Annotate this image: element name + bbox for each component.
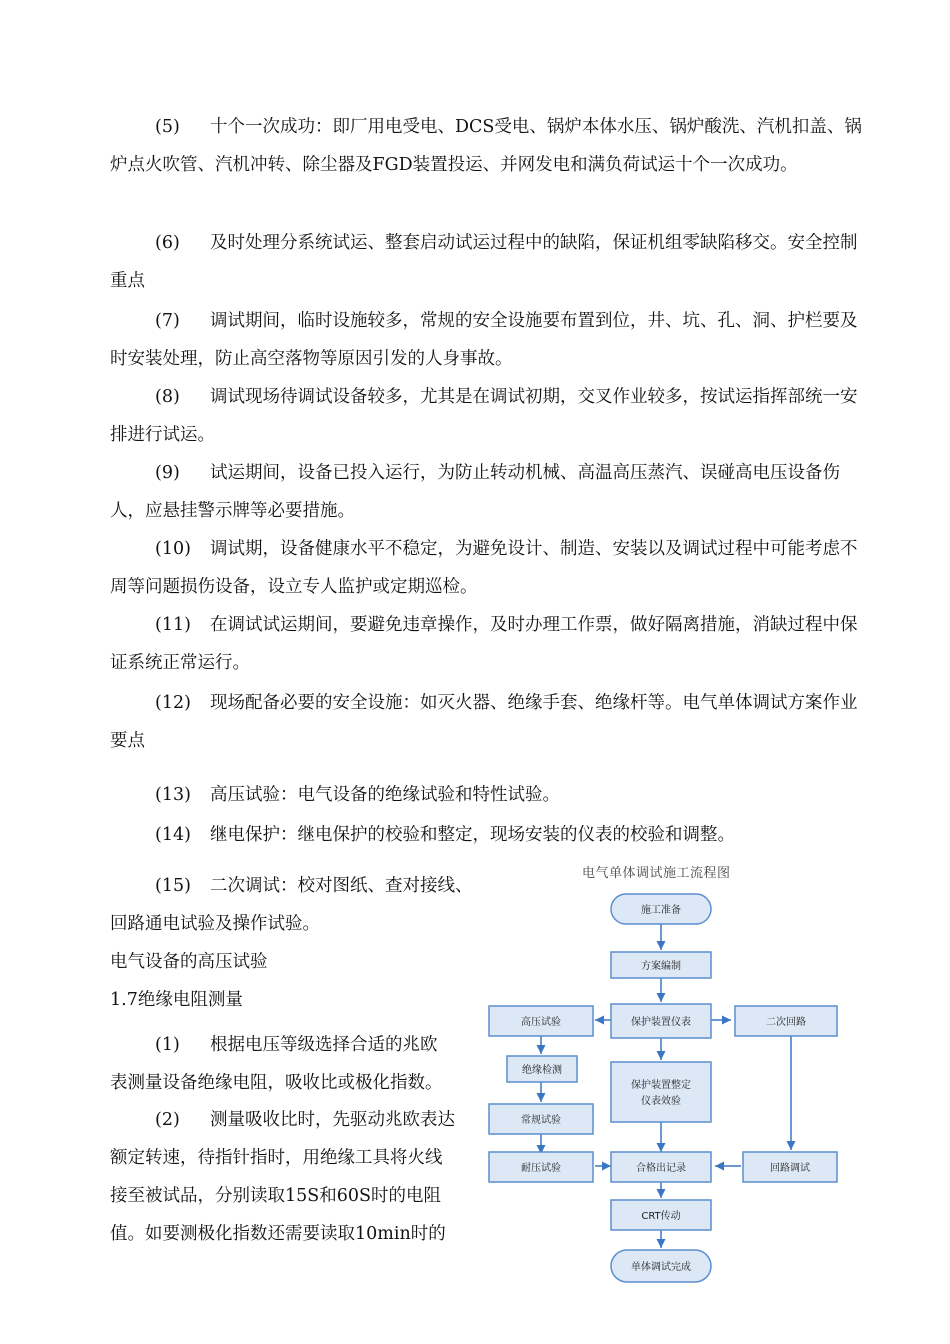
paragraph-2-line1: (2) 测量吸收比时，先驱动兆欧表达 [155, 1110, 455, 1130]
flowchart-title: 电气单体调试施工流程图 [582, 866, 731, 881]
paragraph-text: 及时处理分系统试运、整套启动试运过程中的缺陷，保证机组零缺陷移交。安全控制重点 [110, 233, 858, 291]
svg-text:单体调试完成: 单体调试完成 [631, 1262, 691, 1273]
paragraph-item [110, 606, 870, 682]
paragraph-number: (6) [155, 233, 180, 253]
paragraph-text: 调试期，设备健康水平不稳定，为避免设计、制造、安装以及调试过程中可能考虑不周等问题损伤设备，设立专人监护或定期巡检。 [110, 539, 858, 597]
node-record [611, 1152, 711, 1182]
paragraph-1-line2: 表测量设备绝缘电阻，吸收比或极化指数。 [110, 1073, 443, 1093]
svg-text:保护装置仪表: 保护装置仪表 [631, 1017, 691, 1028]
svg-text:常规试验: 常规试验 [521, 1115, 561, 1126]
paragraph-item [110, 776, 870, 814]
svg-text:合格出记录: 合格出记录 [636, 1163, 686, 1174]
heading-hv-test: 电气设备的高压试验 [110, 952, 268, 972]
node-plan [611, 952, 711, 978]
paragraph-number: (7) [155, 311, 180, 331]
paragraph-text: 在调试试运期间，要避免违章操作，及时办理工作票，做好隔离措施，消缺过程中保证系统正常运行。 [110, 615, 858, 673]
paragraph-number: (11) [155, 615, 191, 635]
paragraph-number: (9) [155, 463, 180, 483]
paragraph-text: 十个一次成功：即厂用电受电、DCS受电、锅炉本体水压、锅炉酸洗、汽机扣盖、锅炉点火吹管、汽机冲转、除尘器及FGD装置投运、并网发电和满负荷试运十个一次成功。 [110, 117, 862, 175]
node-start [611, 894, 711, 924]
paragraph-2-line4: 值。如要测极化指数还需要读取10min时的 [110, 1224, 446, 1244]
paragraph-item [110, 302, 870, 378]
paragraph-text: 现场配备必要的安全设施：如灭火器、绝缘手套、绝缘杆等。电气单体调试方案作业要点 [110, 693, 858, 751]
paragraph-number: (5) [155, 117, 180, 137]
paragraph-text: 高压试验：电气设备的绝缘试验和特性试验。 [210, 785, 560, 805]
paragraph-2-line2: 额定转速，待指针指时，用绝缘工具将火线 [110, 1148, 443, 1168]
svg-text:CRT传动: CRT传动 [641, 1211, 681, 1222]
paragraph-1-line1: (1) 根据电压等级选择合适的兆欧 [155, 1035, 438, 1055]
svg-text:绝缘检测: 绝缘检测 [522, 1065, 562, 1076]
paragraph-number: (14) [155, 825, 191, 845]
paragraph-item [110, 378, 870, 454]
paragraph-text: 调试现场待调试设备较多，尤其是在调试初期，交叉作业较多，按试运指挥部统一安排进行试运。 [110, 387, 858, 445]
node-secondary [735, 1006, 837, 1036]
svg-text:二次回路: 二次回路 [766, 1017, 806, 1028]
paragraph-number: (13) [155, 785, 191, 805]
node-setting [611, 1062, 711, 1122]
svg-text:仪表效验: 仪表效验 [641, 1096, 681, 1107]
svg-text:回路调试: 回路调试 [770, 1163, 810, 1174]
paragraph-number: (8) [155, 387, 180, 407]
paragraph-item [110, 224, 870, 300]
svg-text:施工准备: 施工准备 [641, 905, 681, 916]
svg-text:方案编制: 方案编制 [641, 961, 681, 972]
paragraph-item [110, 454, 870, 530]
paragraph-2-line3: 接至被试品，分别读取15S和60S时的电阻 [110, 1186, 442, 1206]
node-crt [611, 1200, 711, 1230]
svg-text:保护装置整定: 保护装置整定 [631, 1080, 691, 1091]
svg-text:高压试验: 高压试验 [521, 1017, 561, 1028]
node-protect [611, 1004, 711, 1038]
node-routine [489, 1104, 593, 1134]
paragraph-number: (10) [155, 539, 191, 559]
paragraph-item [110, 816, 870, 854]
node-done [611, 1250, 711, 1282]
node-loop [743, 1152, 837, 1182]
paragraph-text: 调试期间，临时设施较多，常规的安全设施要布置到位，井、坑、孔、洞、护栏要及时安装处理，防止高空落物等原因引发的人身事故。 [110, 311, 858, 369]
flowchart [485, 888, 845, 1293]
node-insulation [507, 1056, 577, 1082]
node-hv [489, 1006, 593, 1036]
svg-text:耐压试验: 耐压试验 [521, 1163, 561, 1174]
paragraph-item [110, 108, 870, 184]
paragraph-number: (12) [155, 693, 191, 713]
heading-1-7: 1.7绝缘电阻测量 [110, 990, 243, 1010]
paragraph-item [110, 530, 870, 606]
paragraph-15-line1: (15) 二次调试：校对图纸、查对接线、 [155, 876, 473, 896]
paragraph-15-line2: 回路通电试验及操作试验。 [110, 914, 320, 934]
paragraph-item [110, 684, 870, 760]
paragraph-text: 继电保护：继电保护的校验和整定，现场安装的仪表的校验和调整。 [210, 825, 735, 845]
node-withstand [489, 1152, 593, 1182]
paragraph-text: 试运期间，设备已投入运行，为防止转动机械、高温高压蒸汽、误碰高电压设备伤人，应悬挂警示牌等必要措施。 [110, 463, 840, 521]
